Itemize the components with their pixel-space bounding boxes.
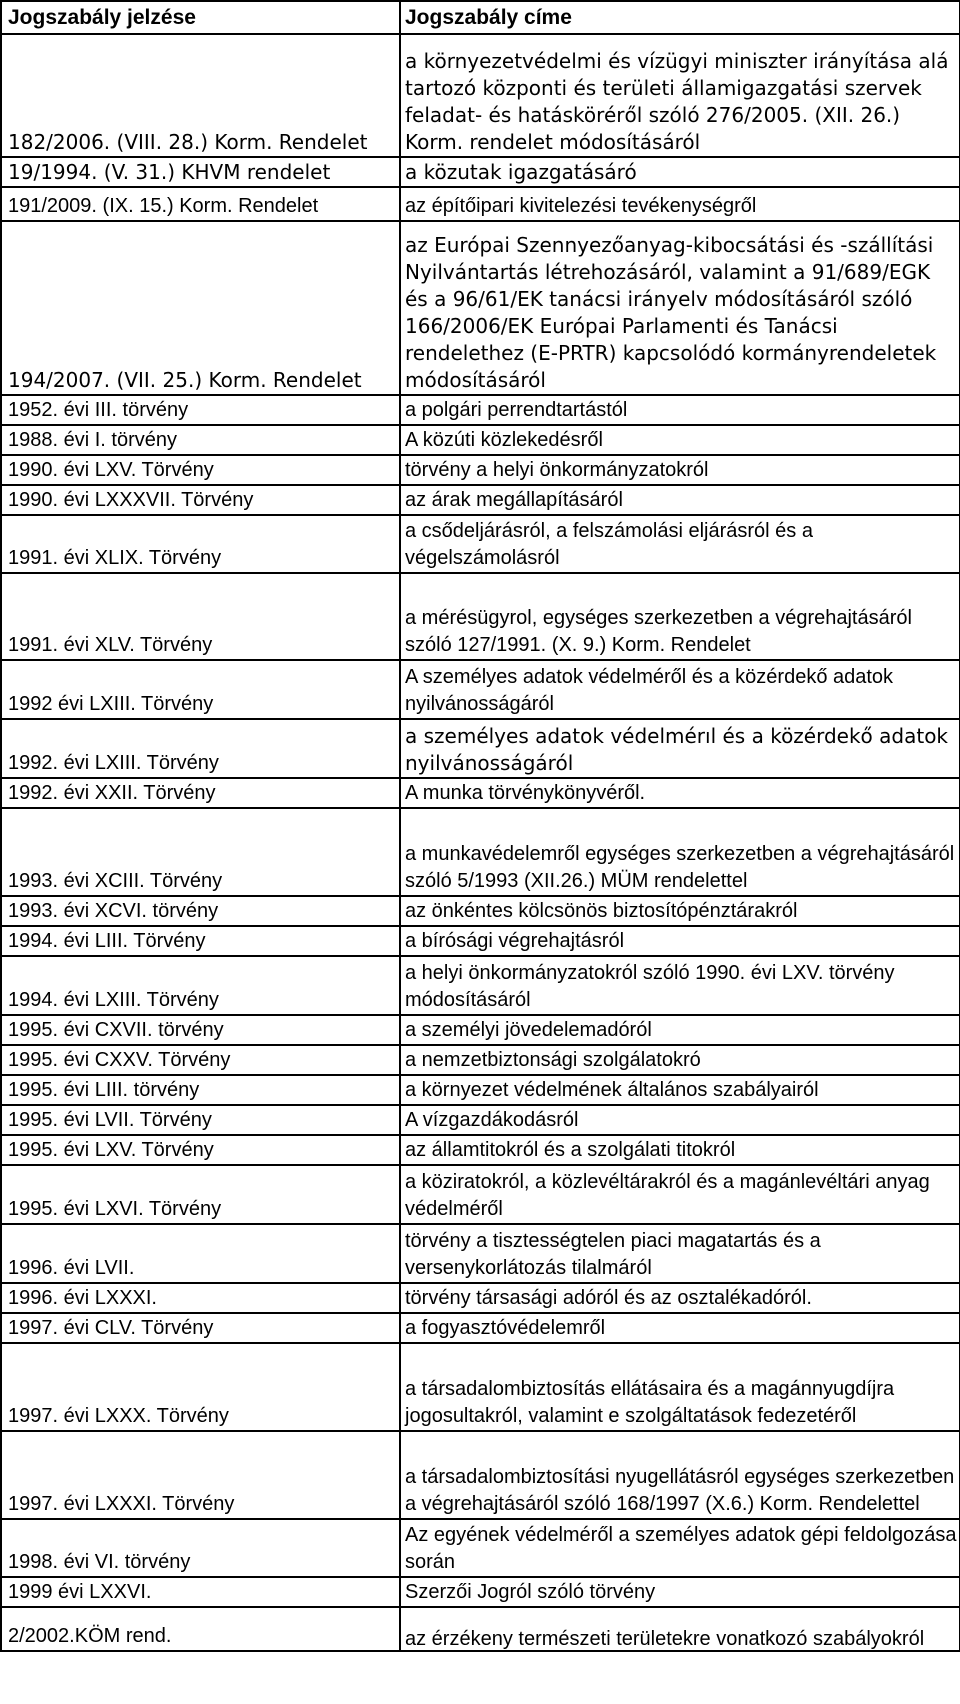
cim-cell: az árak megállapításáról [400, 485, 960, 515]
table-row [1, 1577, 960, 1607]
jelzes-cell: 1997. évi CLV. Törvény [1, 1313, 400, 1343]
jelzes-cell: 1995. évi CXVII. törvény [1, 1015, 400, 1045]
table-row [1, 1105, 960, 1135]
table-row [1, 1607, 960, 1651]
cim-cell: a mérésügyrol, egységes szerkezetben a végrehajtásáról szóló 127/1991. (X. 9.) Korm. Rendelet [400, 573, 960, 660]
table-row [1, 455, 960, 485]
table-row [1, 425, 960, 455]
jelzes-cell: 1995. évi LXV. Törvény [1, 1135, 400, 1165]
table-row [1, 719, 960, 778]
jelzes-cell: 1995. évi CXXV. Törvény [1, 1045, 400, 1075]
header-jelzes: Jogszabály jelzése [1, 1, 400, 34]
table-row [1, 1343, 960, 1431]
jelzes-cell: 1991. évi XLIX. Törvény [1, 515, 400, 573]
cim-cell: Az egyének védelméről a személyes adatok gépi feldolgozása során [400, 1519, 960, 1577]
jelzes-cell: 19/1994. (V. 31.) KHVM rendelet [1, 157, 400, 187]
jelzes-cell: 191/2009. (IX. 15.) Korm. Rendelet [1, 187, 400, 221]
jelzes-cell: 1996. évi LVII. [1, 1224, 400, 1283]
jelzes-cell: 1993. évi XCVI. törvény [1, 896, 400, 926]
cim-cell: A közúti közlekedésről [400, 425, 960, 455]
jelzes-cell: 1992. évi XXII. Törvény [1, 778, 400, 808]
jelzes-cell: 1996. évi LXXXI. [1, 1283, 400, 1313]
table-row [1, 157, 960, 187]
jelzes-cell: 1997. évi LXXX. Törvény [1, 1343, 400, 1431]
jelzes-cell: 1992. évi LXIII. Törvény [1, 719, 400, 778]
cim-cell: a munkavédelemről egységes szerkezetben a végrehajtásáról szóló 5/1993 (XII.26.) MÜM rendelettel [400, 808, 960, 896]
cim-cell: a fogyasztóvédelemről [400, 1313, 960, 1343]
table-row [1, 1283, 960, 1313]
jelzes-cell: 1995. évi LVII. Törvény [1, 1105, 400, 1135]
table-row [1, 1165, 960, 1224]
cim-cell: a bírósági végrehajtásról [400, 926, 960, 956]
table-header-row [1, 1, 960, 34]
cim-cell: az államtitokról és a szolgálati titokról [400, 1135, 960, 1165]
table-row [1, 515, 960, 573]
cim-cell: az érzékeny természeti területekre vonatkozó szabályokról [400, 1607, 960, 1651]
table-row [1, 956, 960, 1015]
jelzes-cell: 1988. évi I. törvény [1, 425, 400, 455]
jelzes-cell: 1990. évi LXV. Törvény [1, 455, 400, 485]
jelzes-cell: 1993. évi XCIII. Törvény [1, 808, 400, 896]
table-row [1, 573, 960, 660]
jelzes-cell: 1952. évi III. törvény [1, 395, 400, 425]
table-row [1, 395, 960, 425]
cim-cell: a helyi önkormányzatokról szóló 1990. évi LXV. törvény módosításáról [400, 956, 960, 1015]
cim-cell: az önkéntes kölcsönös biztosítópénztárakról [400, 896, 960, 926]
cim-cell: a nemzetbiztonsági szolgálatokró [400, 1045, 960, 1075]
cim-cell: A személyes adatok védelméről és a közérdekő adatok nyilvánosságáról [400, 660, 960, 719]
cim-cell: a társadalombiztosítás ellátásaira és a magánnyugdíjra jogosultakról, valamint e szolgáltatások fedezetéről [400, 1343, 960, 1431]
cim-cell: az építőipari kivitelezési tevékenységről [400, 187, 960, 221]
jelzes-cell: 1990. évi LXXXVII. Törvény [1, 485, 400, 515]
jelzes-cell: 1995. évi LXVI. Törvény [1, 1165, 400, 1224]
jelzes-cell: 1998. évi VI. törvény [1, 1519, 400, 1577]
cim-cell: A munka törvénykönyvéről. [400, 778, 960, 808]
jelzes-cell: 1991. évi XLV. Törvény [1, 573, 400, 660]
table-row [1, 1015, 960, 1045]
table-row [1, 1135, 960, 1165]
jelzes-cell: 2/2002.KÖM rend. [1, 1607, 400, 1651]
table-row [1, 1045, 960, 1075]
table-row [1, 660, 960, 719]
cim-cell: a csődeljárásról, a felszámolási eljárásról és a végelszámolásról [400, 515, 960, 573]
cim-cell: a közutak igazgatásáró [400, 157, 960, 187]
table-row [1, 1431, 960, 1519]
jelzes-cell: 1997. évi LXXXI. Törvény [1, 1431, 400, 1519]
cim-cell: törvény a helyi önkormányzatokról [400, 455, 960, 485]
cim-cell: a köziratokról, a közlevéltárakról és a magánlevéltári anyag védelméről [400, 1165, 960, 1224]
jelzes-cell: 1999 évi LXXVI. [1, 1577, 400, 1607]
cim-cell: az Európai Szennyezőanyag-kibocsátási és -szállítási Nyilvántartás létrehozásáról, valamint a 91/689/EGK és a 96/61/EK tanácsi irányelv módosításáról szóló 166/2006/EK Európai Parlamenti és Tanácsi rendelethez (E-PRTR) kapcsolódó kormányrendeletek módosításáról [400, 221, 960, 395]
cim-cell: törvény a tisztességtelen piaci magatartás és a versenykorlátozás tilalmáról [400, 1224, 960, 1283]
table-row [1, 485, 960, 515]
cim-cell: a társadalombiztosítási nyugellátásról egységes szerkezetben a végrehajtásáról szóló 168/1997 (X.6.) Korm. Rendelettel [400, 1431, 960, 1519]
cim-cell: a személyi jövedelemadóról [400, 1015, 960, 1045]
table-row [1, 1313, 960, 1343]
table-row [1, 926, 960, 956]
table-row [1, 221, 960, 395]
cim-cell: törvény társasági adóról és az osztalékadóról. [400, 1283, 960, 1313]
table-row [1, 1075, 960, 1105]
jelzes-cell: 1994. évi LIII. Törvény [1, 926, 400, 956]
cim-cell: a személyes adatok védelmérıl és a közérdekő adatok nyilvánosságáról [400, 719, 960, 778]
table-row [1, 1519, 960, 1577]
jelzes-cell: 1992 évi LXIII. Törvény [1, 660, 400, 719]
table-row [1, 1224, 960, 1283]
jelzes-cell: 182/2006. (VIII. 28.) Korm. Rendelet [1, 34, 400, 157]
table-row [1, 808, 960, 896]
table-row [1, 34, 960, 157]
table-row [1, 778, 960, 808]
jelzes-cell: 194/2007. (VII. 25.) Korm. Rendelet [1, 221, 400, 395]
table-row [1, 187, 960, 221]
jelzes-cell: 1995. évi LIII. törvény [1, 1075, 400, 1105]
cim-cell: Szerzői Jogról szóló törvény [400, 1577, 960, 1607]
cim-cell: a környezet védelmének általános szabályairól [400, 1075, 960, 1105]
cim-cell: a környezetvédelmi és vízügyi miniszter irányítása alá tartozó központi és területi államigazgatási szervek feladat- és hatásköréről szóló 276/2005. (XII. 26.) Korm. rendelet módosításáról [400, 34, 960, 157]
table-row [1, 896, 960, 926]
header-cim: Jogszabály címe [400, 1, 960, 34]
cim-cell: a polgári perrendtartástól [400, 395, 960, 425]
jelzes-cell: 1994. évi LXIII. Törvény [1, 956, 400, 1015]
cim-cell: A vízgazdákodásról [400, 1105, 960, 1135]
